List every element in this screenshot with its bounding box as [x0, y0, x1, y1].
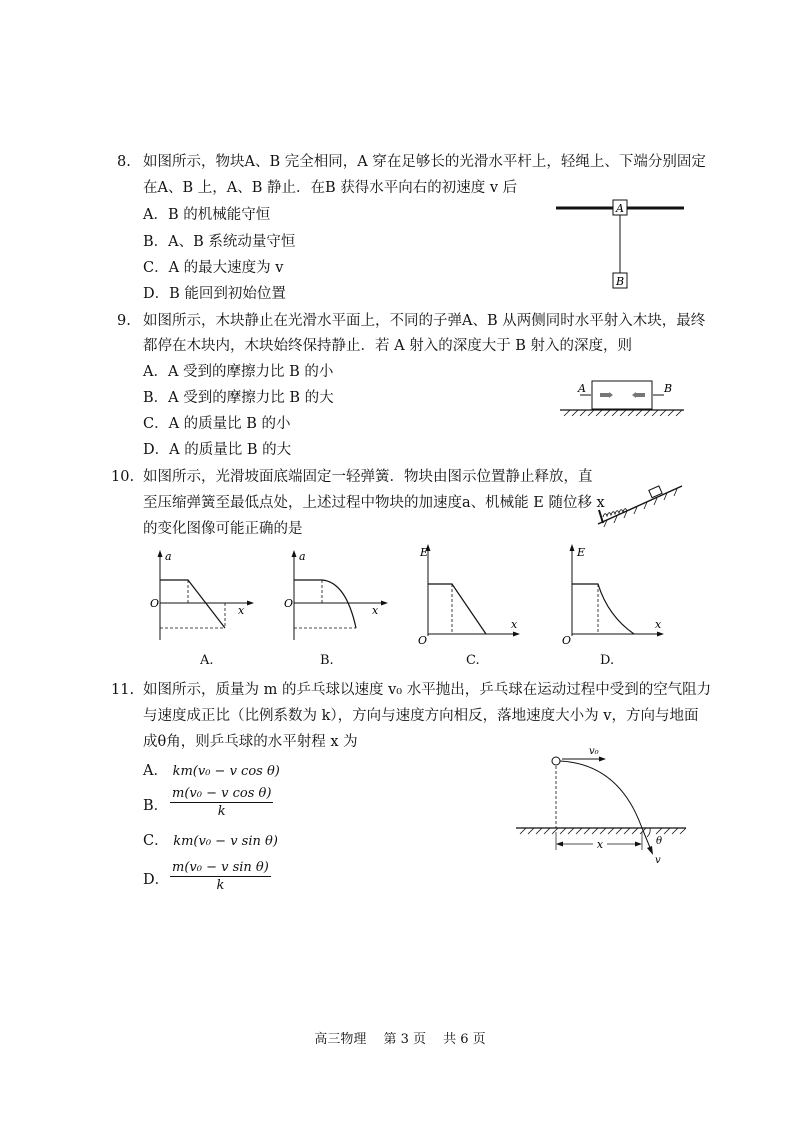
graph-c-curve: [428, 584, 486, 634]
q10-stem-line1: 如图所示，光滑坡面底端固定一轻弹簧．物块由图示位置静止释放，直: [143, 469, 593, 485]
q10-slope-figure: [594, 482, 686, 528]
q8-stem-line1: 如图所示，物块A、B 完全相同，A 穿在足够长的光滑水平杆上，轻绳上、下端分别固定: [143, 154, 706, 170]
svg-text:x: x: [511, 618, 518, 631]
svg-text:E: E: [420, 546, 429, 559]
svg-text:O: O: [418, 634, 428, 647]
graph-d-curve: [572, 584, 634, 634]
svg-text:x: x: [655, 618, 662, 631]
q11-trajectory: [560, 761, 642, 828]
q11-number: 11.: [111, 682, 135, 698]
q8-option-b: B．A、B 系统动量守恒: [143, 234, 296, 250]
q8-option-c: C．A 的最大速度为 v: [143, 260, 284, 276]
q11-stem-line3: 成θ角，则乒乓球的水平射程 x 为: [143, 734, 358, 750]
graph-a-curve: [160, 580, 225, 628]
q11-label-v: v: [655, 855, 661, 866]
q11-option-a: [143, 762, 280, 781]
q9-label-b: B: [664, 382, 673, 395]
svg-text:a: a: [299, 550, 306, 563]
q10-incline: [598, 486, 682, 524]
q10-option-b-label: B.: [320, 653, 334, 668]
q11-option-c-letter: C．: [143, 833, 169, 849]
q9-label-a: A: [578, 382, 586, 395]
q11-option-d-fraction: [170, 860, 271, 893]
q11-option-c: [143, 832, 278, 851]
q11-ball: [552, 757, 560, 765]
q10-stem-line3: 的变化图像可能正确的是: [143, 521, 303, 537]
q11-option-c-expr: km(v₀ − v sin θ): [173, 834, 278, 849]
q11-option-b-numerator: m(v₀ − v cos θ): [172, 786, 272, 801]
svg-text:O: O: [284, 597, 294, 610]
q9-figure: [560, 376, 685, 422]
q10-number: 10.: [111, 469, 135, 485]
q10-graph-c: [416, 544, 526, 647]
q10-graph-a: [150, 550, 260, 645]
q11-option-d-numerator: m(v₀ − v sin θ): [172, 860, 269, 875]
svg-text:E: E: [577, 546, 586, 559]
q11-option-b-denominator: k: [217, 804, 226, 819]
q8-label-a: A: [616, 202, 624, 215]
svg-text:x: x: [238, 604, 245, 617]
q8-label-b: B: [615, 275, 625, 288]
q8-option-a: A．B 的机械能守恒: [143, 207, 271, 223]
q10-graph-b: [284, 550, 394, 645]
q8-stem-line2: 在A、B 上，A、B 静止．在B 获得水平向右的初速度 v 后: [143, 180, 518, 196]
q8-option-d: D．B 能回到初始位置: [143, 286, 286, 302]
q11-option-d-denominator: k: [216, 878, 225, 893]
svg-text:O: O: [150, 597, 160, 610]
q11-label-theta: θ: [656, 836, 663, 847]
page-footer: 高三物理 第 3 页 共 6 页: [314, 1032, 486, 1047]
q11-stem-line1: 如图所示，质量为 m 的乒乓球以速度 v₀ 水平抛出，乒乓球在运动过程中受到的空气阻力: [143, 682, 712, 698]
q11-option-d-letter: D．: [143, 872, 170, 888]
svg-text:a: a: [165, 550, 172, 563]
q11-projectile-figure: [514, 742, 689, 867]
q11-stem-line2: 与速度成正比（比例系数为 k），方向与速度方向相反，落地速度大小为 v，方向与地面: [143, 708, 699, 724]
graph-b-curve: [294, 580, 356, 628]
q9-option-a: A．A 受到的摩擦力比 B 的小: [143, 364, 334, 380]
q8-figure: [556, 196, 686, 292]
q10-graph-d: [560, 544, 670, 647]
q11-option-a-letter: A．: [143, 763, 168, 779]
q10-option-a-label: A.: [200, 653, 214, 668]
q11-label-v0: v₀: [589, 746, 599, 757]
q10-stem-line2: 至压缩弹簧至最低点处，上述过程中物块的加速度a、机械能 E 随位移 x: [143, 495, 605, 511]
svg-text:O: O: [562, 634, 572, 647]
q9-number: 9.: [117, 313, 131, 329]
q11-label-x: x: [596, 838, 604, 851]
q11-option-b-fraction: [170, 786, 273, 819]
svg-text:x: x: [372, 604, 379, 617]
q9-bullet-b: [636, 393, 645, 397]
q9-option-b: B．A 受到的摩擦力比 B 的大: [143, 390, 334, 406]
q11-option-a-expr: km(v₀ − v cos θ): [172, 764, 280, 779]
q9-bullet-a: [600, 393, 609, 397]
q9-stem-line2: 都停在木块内，木块始终保持静止．若 A 射入的深度大于 B 射入的深度，则: [143, 338, 633, 354]
q8-number: 8.: [117, 154, 131, 170]
q10-option-d-label: D.: [600, 653, 615, 668]
q9-stem-line1: 如图所示，木块静止在光滑水平面上，不同的子弹A、B 从两侧同时水平射入木块，最终: [143, 313, 706, 329]
q10-option-c-label: C.: [466, 653, 480, 668]
q9-option-d: D．A 的质量比 B 的大: [143, 442, 292, 458]
q9-option-c: C．A 的质量比 B 的小: [143, 416, 291, 432]
q11-option-b-letter: B．: [143, 798, 169, 814]
